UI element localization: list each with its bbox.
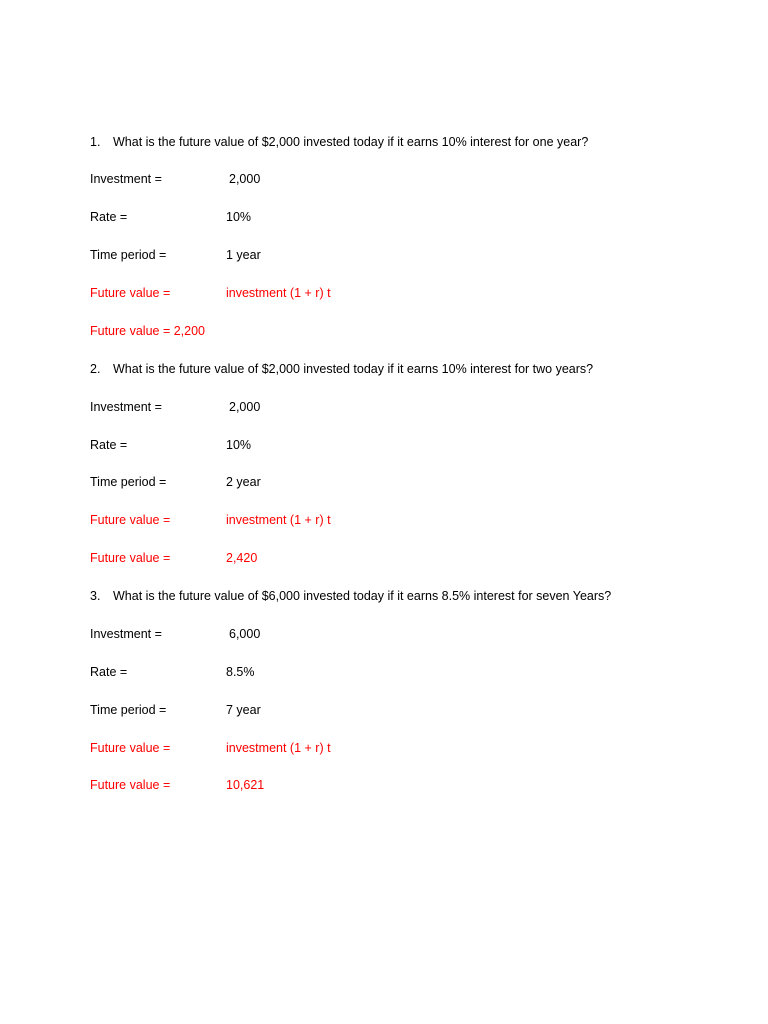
question-3 — [90, 588, 611, 604]
formula-value: investment (1 + r) t — [226, 741, 331, 755]
rate-value: 10% — [226, 438, 252, 452]
time-period-value: 2 year — [226, 475, 261, 489]
investment-label: Investment = — [90, 400, 162, 414]
future-value-result: 10,621 — [226, 778, 265, 792]
question-text: What is the future value of $6,000 invested today if it earns 8.5% interest for seven Years? — [113, 589, 612, 603]
question-2 — [90, 361, 593, 377]
question-text: What is the future value of $2,000 invested today if it earns 10% interest for one year? — [113, 135, 589, 149]
time-period-label: Time period = — [90, 703, 167, 717]
formula-label: Future value = — [90, 513, 171, 527]
question-number: 3. — [90, 589, 101, 603]
investment-value: 6,000 — [229, 627, 261, 641]
future-value-result: 2,420 — [226, 551, 258, 565]
formula-label: Future value = — [90, 286, 171, 300]
question-number: 1. — [90, 135, 101, 149]
formula-value: investment (1 + r) t — [226, 286, 331, 300]
question-1 — [90, 134, 588, 150]
question-number: 2. — [90, 362, 101, 376]
future-value-result: Future value = 2,200 — [90, 324, 206, 338]
investment-value: 2,000 — [229, 172, 261, 186]
future-value-label: Future value = — [90, 551, 171, 565]
time-period-value: 7 year — [226, 703, 261, 717]
question-text: What is the future value of $2,000 invested today if it earns 10% interest for two years? — [113, 362, 594, 376]
investment-label: Investment = — [90, 172, 162, 186]
time-period-label: Time period = — [90, 248, 167, 262]
time-period-label: Time period = — [90, 475, 167, 489]
rate-label: Rate = — [90, 438, 128, 452]
rate-value: 8.5% — [226, 665, 255, 679]
formula-value: investment (1 + r) t — [226, 513, 331, 527]
formula-label: Future value = — [90, 741, 171, 755]
future-value-label: Future value = — [90, 778, 171, 792]
rate-label: Rate = — [90, 665, 128, 679]
rate-value: 10% — [226, 210, 252, 224]
time-period-value: 1 year — [226, 248, 261, 262]
investment-value: 2,000 — [229, 400, 261, 414]
rate-label: Rate = — [90, 210, 128, 224]
investment-label: Investment = — [90, 627, 162, 641]
